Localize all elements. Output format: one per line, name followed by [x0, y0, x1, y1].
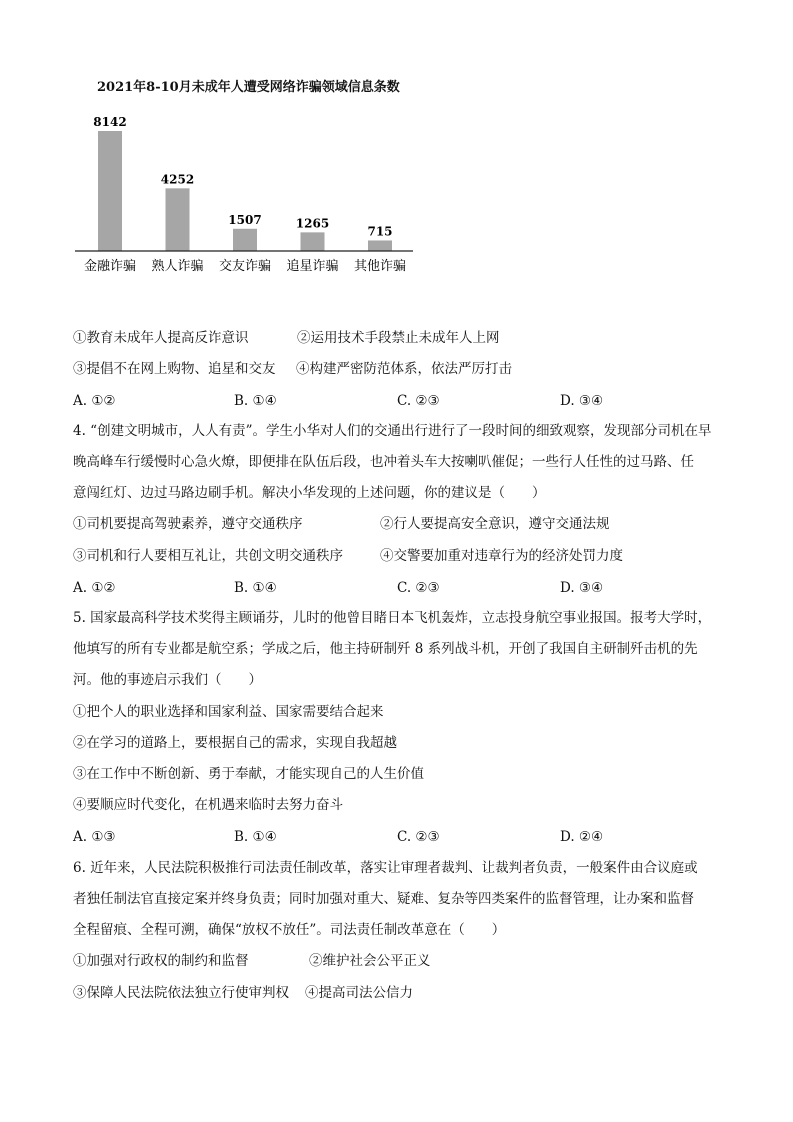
chart-title: 2021年8-10月未成年人遭受网络诈骗领域信息条数: [97, 80, 400, 95]
q6-option-2: ②维护社会公平正义: [309, 953, 431, 969]
value-label-2: 4252: [160, 172, 195, 187]
q4-choice-a: A. ①②: [73, 580, 116, 596]
q5-choice-b: B. ①④: [234, 829, 277, 845]
category-label-5: 其他诈骗: [353, 259, 407, 274]
q5-option-2: ②在学习的道路上，要根据自己的需求，实现自我超越: [73, 735, 397, 751]
q4-option-1: ①司机要提高驾驶素养，遵守交通秩序: [73, 516, 303, 532]
q3-option-2: ②运用技术手段禁止未成年人上网: [297, 330, 500, 346]
q3-option-1: ①教育未成年人提高反诈意识: [73, 330, 249, 346]
q5-option-1: ①把个人的职业选择和国家利益、国家需要结合起来: [73, 704, 384, 720]
q5-stem-line-1: 5. 国家最高科学技术奖得主顾诵芬，儿时的他曾目睹日本飞机轰炸，立志投身航空事业报国。报考大学时，: [73, 610, 712, 626]
q3-choice-d: D. ③④: [560, 393, 604, 409]
q4-choice-b: B. ①④: [234, 580, 277, 596]
q5-choice-a: A. ①③: [73, 829, 116, 845]
q4-option-2: ②行人要提高安全意识，遵守交通法规: [380, 516, 610, 532]
q4-choice-c: C. ②③: [397, 580, 440, 596]
q3-option-4: ④构建严密防范体系，依法严厉打击: [296, 361, 512, 377]
bar-1: [98, 131, 122, 251]
value-label-5: 715: [367, 224, 393, 239]
bar-5: [368, 240, 392, 251]
q6-stem-line-1: 6. 近年来，人民法院积极推行司法责任制改革，落实让审理者裁判、让裁判者负责，一般案件由合议庭或: [73, 860, 698, 876]
value-labels-group: [93, 115, 392, 238]
q4-option-3: ③司机和行人要相互礼让，共创文明交通秩序: [73, 548, 343, 564]
q6-option-3: ③保障人民法院依法独立行使审判权: [73, 985, 289, 1001]
q5-option-3: ③在工作中不断创新、勇于奉献，才能实现自己的人生价值: [73, 766, 424, 782]
bar-chart: [70, 108, 420, 278]
q6-stem-line-2: 者独任制法官直接定案并终身负责；同时加强对重大、疑难、复杂等四类案件的监督管理，让办案和监督: [73, 891, 694, 907]
bar-4: [301, 232, 325, 251]
q3-option-3: ③提倡不在网上购物、追星和交友: [73, 361, 276, 377]
q4-stem-line-2: 晚高峰车行缓慢时心急火燎，即便排在队伍后段，也冲着头车大按喇叭催促；一些行人任性的过马路、任: [73, 454, 694, 470]
q4-stem-line-3: 意闯红灯、边过马路边刷手机。解决小华发现的上述问题，你的建议是（ ）: [73, 485, 546, 501]
q4-stem-line-1: 4. “创建文明城市，人人有责”。学生小华对人们的交通出行进行了一段时间的细致观察，发现部分司机在早: [73, 423, 712, 439]
q6-stem-line-3: 全程留痕、全程可溯，确保“放权不放任”。司法责任制改革意在（ ）: [73, 922, 506, 938]
category-label-4: 追星诈骗: [286, 259, 339, 274]
category-labels-group: [84, 258, 406, 274]
category-label-3: 交友诈骗: [218, 259, 272, 274]
value-label-1: 8142: [93, 115, 127, 129]
bar-2: [166, 188, 190, 251]
q4-option-4: ④交警要加重对违章行为的经济处罚力度: [380, 548, 623, 564]
q5-choice-c: C. ②③: [397, 829, 440, 845]
q3-choice-c: C. ②③: [397, 393, 440, 409]
category-label-1: 金融诈骗: [83, 259, 137, 274]
category-label-2: 熟人诈骗: [151, 259, 204, 274]
q5-stem-line-3: 河。他的事迹启示我们（ ）: [73, 672, 262, 688]
bars-group: [98, 131, 392, 251]
value-label-3: 1507: [228, 212, 262, 227]
q3-choice-b: B. ①④: [234, 393, 277, 409]
q3-choice-a: A. ①②: [73, 393, 116, 409]
bar-3: [233, 229, 257, 251]
q5-choice-d: D. ②④: [560, 829, 604, 845]
q6-option-1: ①加强对行政权的制约和监督: [73, 953, 249, 969]
q5-stem-line-2: 他填写的所有专业都是航空系；学成之后，他主持研制歼 8 系列战斗机，开创了我国自主研制歼击机的先: [73, 641, 698, 657]
value-label-4: 1265: [295, 216, 330, 231]
q4-choice-d: D. ③④: [560, 580, 604, 596]
q6-option-4: ④提高司法公信力: [305, 985, 413, 1001]
q5-option-4: ④要顺应时代变化，在机遇来临时去努力奋斗: [73, 797, 343, 813]
